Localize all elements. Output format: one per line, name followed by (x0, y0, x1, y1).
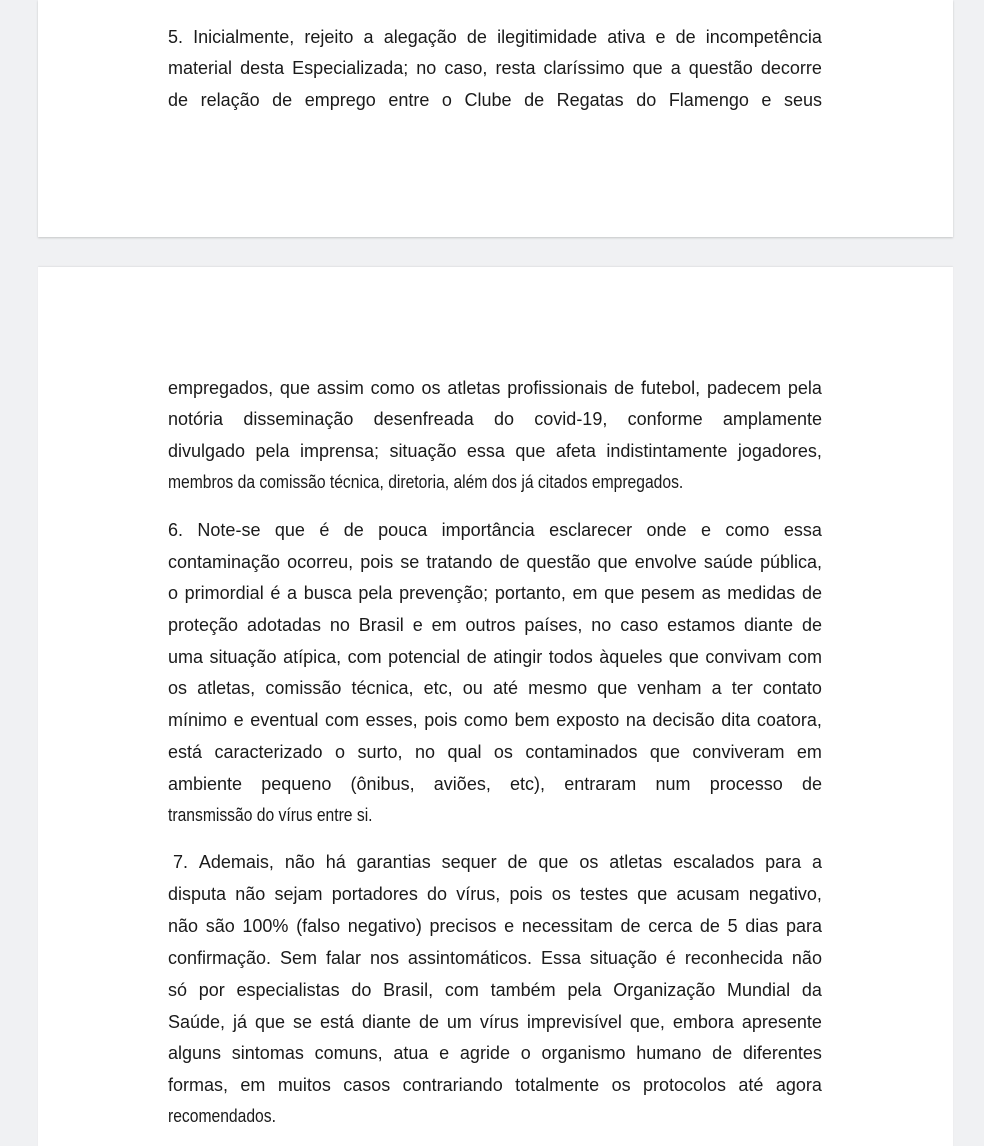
text-line: uma situação atípica, com potencial de atingir todos àqueles que convivam com (168, 647, 822, 667)
text-line: mínimo e eventual com esses, pois como bem exposto na decisão dita coatora, (168, 710, 822, 730)
text-line: confirmação. Sem falar nos assintomáticos. Essa situação é reconhecida não (168, 948, 822, 968)
text-line: 5. Inicialmente, rejeito a alegação de ilegitimidade ativa e de incompetência (168, 27, 822, 47)
text-line: o primordial é a busca pela prevenção; portanto, em que pesem as medidas de (168, 583, 822, 603)
text-line: alguns sintomas comuns, atua e agride o organismo humano de diferentes (168, 1043, 822, 1063)
text-line: ambiente pequeno (ônibus, aviões, etc), entraram num processo de (168, 774, 822, 794)
text-line: material desta Especializada; no caso, resta claríssimo que a questão decorre (168, 58, 822, 78)
text-line: 7. Ademais, não há garantias sequer de que os atletas escalados para a (168, 852, 822, 872)
text-line: divulgado pela imprensa; situação essa que afeta indistintamente jogadores, (168, 441, 822, 461)
text-line: disputa não sejam portadores do vírus, pois os testes que acusam negativo, (168, 884, 822, 904)
text-line: os atletas, comissão técnica, etc, ou até mesmo que venham a ter contato (168, 678, 822, 698)
text-line: proteção adotadas no Brasil e em outros países, no caso estamos diante de (168, 615, 822, 635)
text-line: de relação de emprego entre o Clube de Regatas do Flamengo e seus (168, 90, 822, 110)
text-line: formas, em muitos casos contrariando totalmente os protocolos até agora (168, 1075, 822, 1095)
text-line: Saúde, já que se está diante de um vírus imprevisível que, embora apresente (168, 1012, 822, 1032)
text-line: empregados, que assim como os atletas profissionais de futebol, padecem pela (168, 378, 822, 398)
text-line: 6. Note-se que é de pouca importância esclarecer onde e como essa (168, 520, 822, 540)
text-line: notória disseminação desenfreada do covid-19, conforme amplamente (168, 409, 822, 429)
document-page-2 (38, 267, 953, 1146)
text-line: só por especialistas do Brasil, com também pela Organização Mundial da (168, 980, 822, 1000)
text-line: membros da comissão técnica, diretoria, além dos já citados empregados. (168, 472, 684, 492)
text-line: está caracterizado o surto, no qual os contaminados que conviveram em (168, 742, 822, 762)
text-line: não são 100% (falso negativo) precisos e necessitam de cerca de 5 dias para (168, 916, 822, 936)
text-line: contaminação ocorreu, pois se tratando de questão que envolve saúde pública, (168, 552, 822, 572)
text-line: transmissão do vírus entre si. (168, 805, 373, 825)
text-line: recomendados. (168, 1106, 276, 1126)
document-page-1 (38, 0, 953, 237)
